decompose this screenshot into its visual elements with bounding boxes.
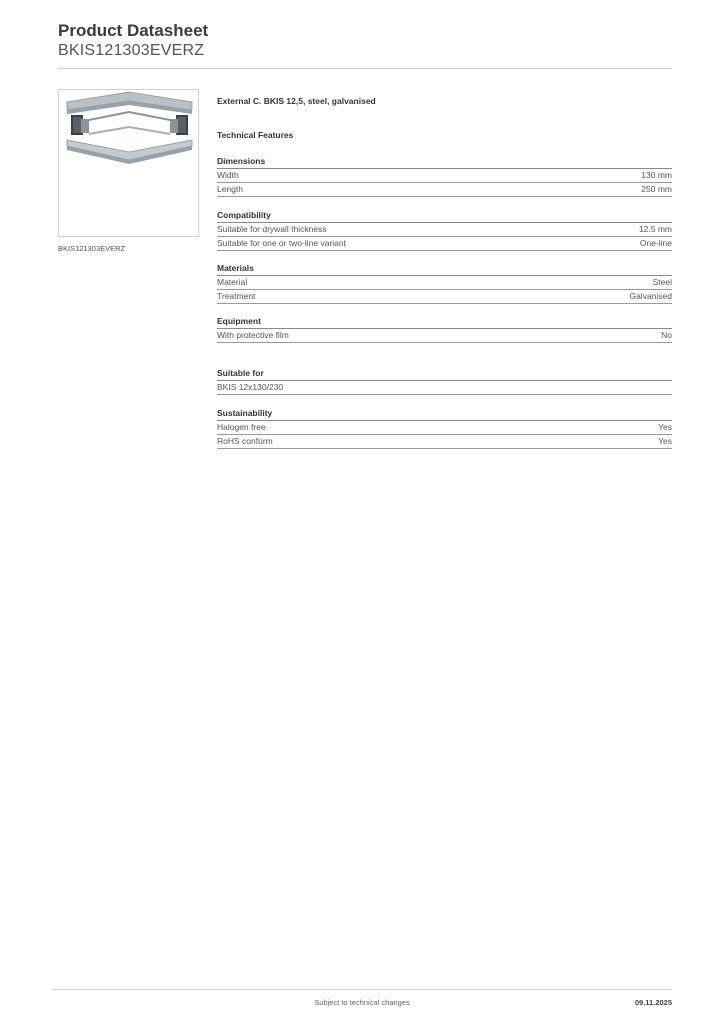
section-title: Suitable for (217, 367, 672, 381)
section-equipment (217, 315, 672, 343)
section-compatibility (217, 209, 672, 251)
spec-row: BKIS 12x130/230 (217, 381, 672, 395)
spec-row: Treatment Galvanised (217, 290, 672, 304)
spec-row: RoHS conform Yes (217, 435, 672, 449)
spec-row: Suitable for one or two-line variant One-line (217, 237, 672, 251)
article-number: BKIS121303EVERZ (58, 42, 205, 59)
section-title: Materials (217, 262, 672, 276)
image-caption: BKIS121303EVERZ (58, 244, 126, 253)
product-name: External C. BKIS 12,5, steel, galvanised (217, 96, 376, 106)
spec-row: Halogen free Yes (217, 421, 672, 435)
section-dimensions (217, 155, 672, 197)
document-title: Product Datasheet (58, 21, 209, 40)
section-materials (217, 262, 672, 304)
document-header (58, 20, 208, 61)
section-title: Equipment (217, 315, 672, 329)
section-title: Compatibility (217, 209, 672, 223)
technical-features-heading: Technical Features (217, 130, 294, 140)
datasheet-content (217, 95, 672, 446)
section-title: Dimensions (217, 155, 672, 169)
header-divider (58, 68, 672, 69)
product-image (58, 89, 199, 237)
footer-date: 09.11.2025 (634, 998, 672, 1007)
corner-cover-illustration (59, 90, 200, 238)
spec-row: With protective film No (217, 329, 672, 343)
section-title: Sustainability (217, 407, 672, 421)
footer-divider (52, 989, 672, 990)
spec-row: Width 130 mm (217, 169, 672, 183)
spec-row: Length 250 mm (217, 183, 672, 197)
section-suitable-for (217, 367, 672, 395)
spec-row: Material Steel (217, 276, 672, 290)
section-sustainability (217, 407, 672, 449)
spec-row: Suitable for drywall thickness 12.5 mm (217, 223, 672, 237)
footer-note: Subject to technical changes (314, 998, 410, 1007)
